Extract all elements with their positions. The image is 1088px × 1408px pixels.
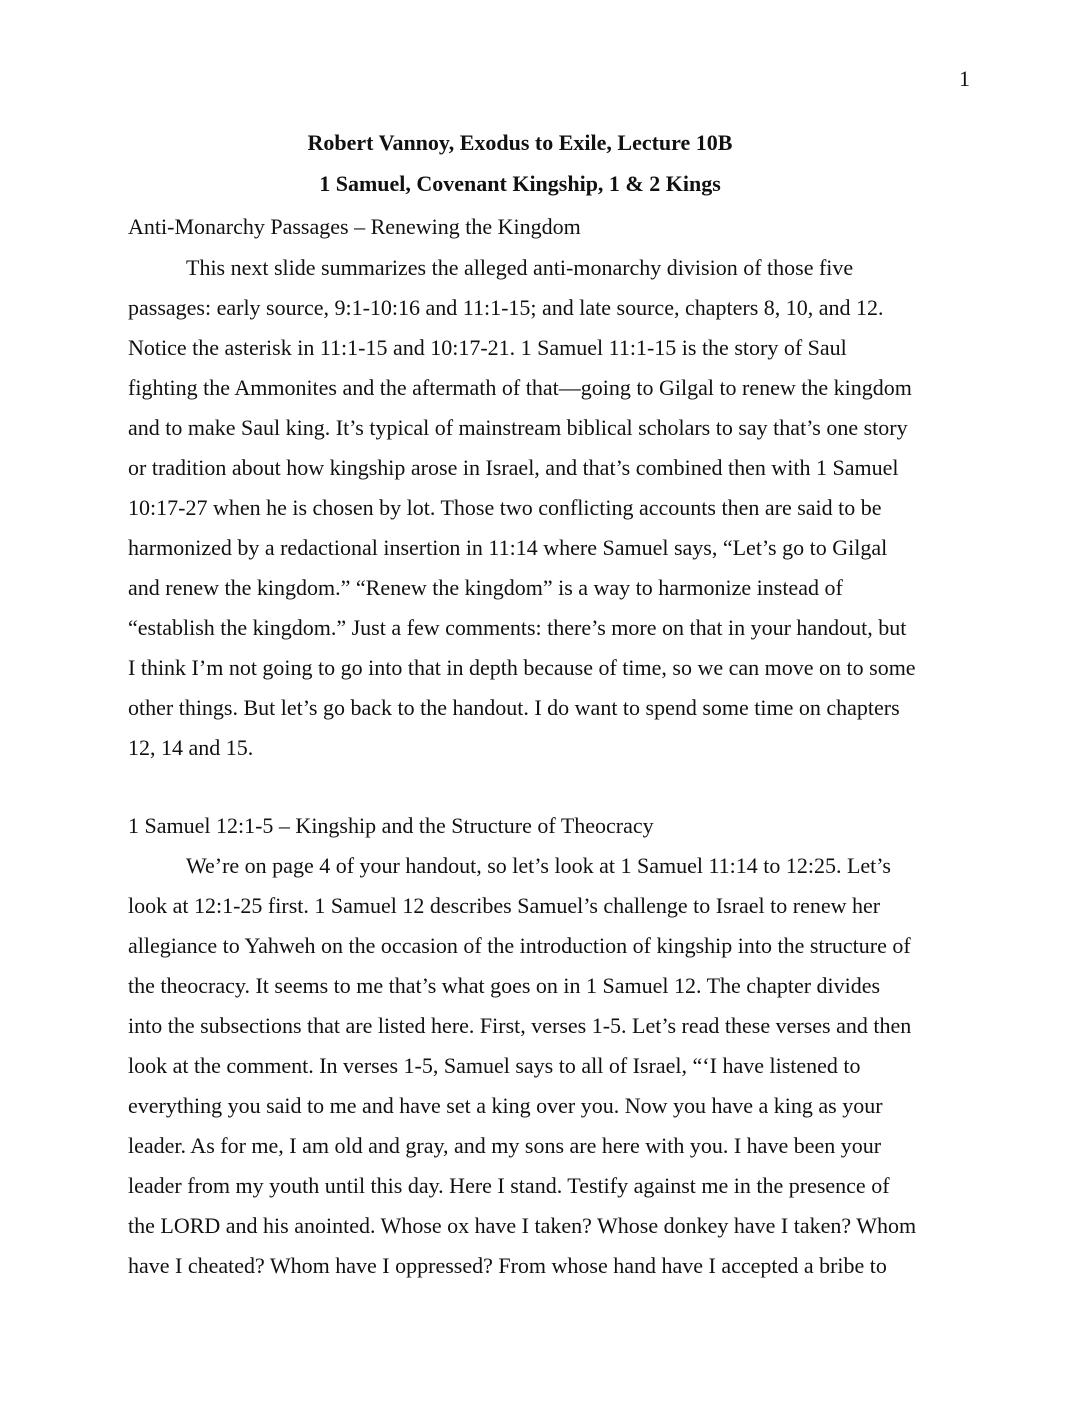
text-line: into the subsections that are listed here. First, verses 1-5. Let’s read these verses and then bbox=[128, 1013, 912, 1038]
text-line: 10:17-27 when he is chosen by lot. Those two conflicting accounts then are said to be bbox=[128, 495, 882, 520]
text-line: We’re on page 4 of your handout, so let’s look at 1 Samuel 11:14 to 12:25. Let’s bbox=[186, 853, 891, 878]
text-line: Notice the asterisk in 11:1-15 and 10:17-21. 1 Samuel 11:1-15 is the story of Saul bbox=[128, 335, 847, 360]
paragraph-anti-monarchy bbox=[128, 254, 968, 774]
text-line: fighting the Ammonites and the aftermath of that—going to Gilgal to renew the kingdom bbox=[128, 375, 912, 400]
text-line: and to make Saul king. It’s typical of mainstream biblical scholars to say that’s one story bbox=[128, 415, 908, 440]
paragraph-kingship-theocracy bbox=[128, 852, 968, 1292]
text-line: This next slide summarizes the alleged anti-monarchy division of those five bbox=[186, 255, 854, 280]
text-line: everything you said to me and have set a king over you. Now you have a king as your bbox=[128, 1093, 883, 1118]
text-line: leader. As for me, I am old and gray, and my sons are here with you. I have been your bbox=[128, 1133, 882, 1158]
text-line: harmonized by a redactional insertion in 11:14 where Samuel says, “Let’s go to Gilgal bbox=[128, 535, 888, 560]
lecture-title: Robert Vannoy, Exodus to Exile, Lecture 10B bbox=[307, 130, 733, 155]
page-number: 1 bbox=[959, 66, 970, 91]
text-line: have I cheated? Whom have I oppressed? From whose hand have I accepted a bribe to bbox=[128, 1253, 887, 1278]
text-line: look at the comment. In verses 1-5, Samuel says to all of Israel, “‘I have listened to bbox=[128, 1053, 861, 1078]
text-line: leader from my youth until this day. Here I stand. Testify against me in the presence of bbox=[128, 1173, 890, 1198]
text-line: allegiance to Yahweh on the occasion of the introduction of kingship into the structure of bbox=[128, 933, 911, 958]
lecture-subtitle: 1 Samuel, Covenant Kingship, 1 & 2 Kings bbox=[319, 171, 721, 196]
text-line: passages: early source, 9:1-10:16 and 11:1-15; and late source, chapters 8, 10, and 12. bbox=[128, 295, 884, 320]
text-line: 12, 14 and 15. bbox=[128, 735, 254, 760]
text-line: I think I’m not going to go into that in depth because of time, so we can move on to some bbox=[128, 655, 916, 680]
text-line: and renew the kingdom.” “Renew the kingdom” is a way to harmonize instead of bbox=[128, 575, 843, 600]
text-line: the theocracy. It seems to me that’s what goes on in 1 Samuel 12. The chapter divides bbox=[128, 973, 881, 998]
text-line: look at 12:1-25 first. 1 Samuel 12 describes Samuel’s challenge to Israel to renew her bbox=[128, 893, 881, 918]
text-line: other things. But let’s go back to the handout. I do want to spend some time on chapters bbox=[128, 695, 900, 720]
text-line: or tradition about how kingship arose in Israel, and that’s combined then with 1 Samuel bbox=[128, 455, 899, 480]
section-heading-anti-monarchy: Anti-Monarchy Passages – Renewing the Kingdom bbox=[128, 214, 581, 239]
text-line: the LORD and his anointed. Whose ox have I taken? Whose donkey have I taken? Whom bbox=[128, 1213, 917, 1238]
text-line: “establish the kingdom.” Just a few comments: there’s more on that in your handout, but bbox=[128, 615, 907, 640]
section-heading-kingship-theocracy: 1 Samuel 12:1-5 – Kingship and the Structure of Theocracy bbox=[128, 813, 654, 838]
